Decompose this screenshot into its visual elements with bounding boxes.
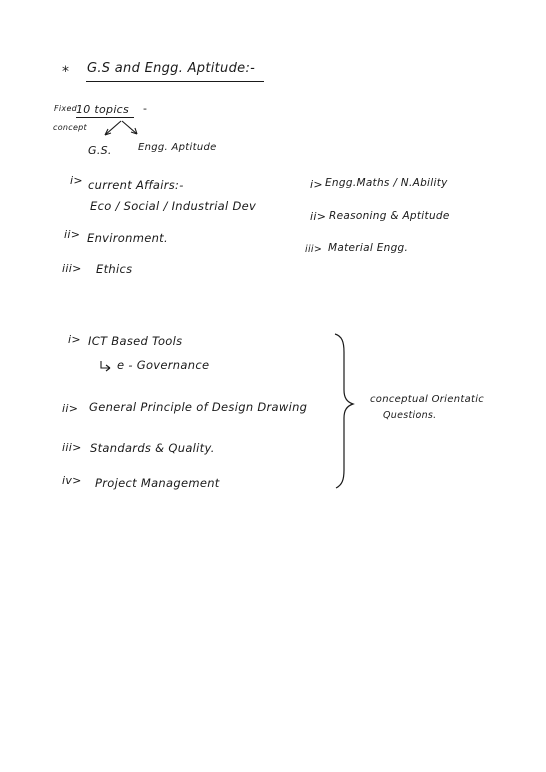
engg-item-maths: Engg.Maths / N.Ability	[325, 177, 448, 189]
page-title: G.S and Engg. Aptitude:-	[87, 61, 256, 76]
branch-arrow-right	[122, 121, 137, 134]
side-note-line1: conceptual Orientatic	[370, 394, 485, 405]
fixed-note: Fixed	[54, 104, 78, 113]
bottom-item-ict-tools: ICT Based Tools	[88, 334, 183, 348]
list-item-marker: ii>	[62, 402, 79, 415]
branch-arrow-left	[105, 121, 121, 135]
list-item-marker: iv>	[62, 474, 82, 487]
branch-engg-label: Engg. Aptitude	[138, 142, 217, 153]
gs-item-environment: Environment.	[87, 231, 168, 245]
list-item-marker: iii>	[305, 244, 323, 255]
side-note-line2: Questions.	[383, 410, 437, 421]
concept-note: concept	[53, 123, 87, 132]
engg-item-material: Material Engg.	[328, 242, 409, 254]
list-item-marker: i>	[310, 178, 323, 191]
gs-item-current-affairs: current Affairs:-	[88, 178, 184, 192]
gs-item-ethics: Ethics	[96, 262, 133, 276]
topics-dash: -	[143, 102, 148, 115]
branch-gs-label: G.S.	[88, 144, 112, 157]
gs-subitem-eco-social: Eco / Social / Industrial Dev	[90, 199, 257, 213]
list-item-marker: ii>	[310, 210, 327, 223]
engg-item-reasoning: Reasoning & Aptitude	[329, 210, 450, 222]
bottom-item-project-management: Project Management	[95, 476, 220, 490]
list-item-marker: iii>	[62, 441, 82, 454]
list-item-marker: i>	[70, 174, 83, 187]
bottom-subitem-e-governance: e - Governance	[117, 358, 210, 372]
topics-count: 10 topics	[76, 103, 130, 116]
list-item-marker: iii>	[62, 262, 82, 275]
bottom-item-standards: Standards & Quality.	[90, 441, 215, 455]
title-bullet: *	[62, 64, 70, 80]
list-item-marker: i>	[68, 333, 81, 346]
bottom-item-design-drawing: General Principle of Design Drawing	[89, 400, 308, 414]
curly-brace	[335, 334, 353, 488]
list-item-marker: ii>	[64, 228, 81, 241]
